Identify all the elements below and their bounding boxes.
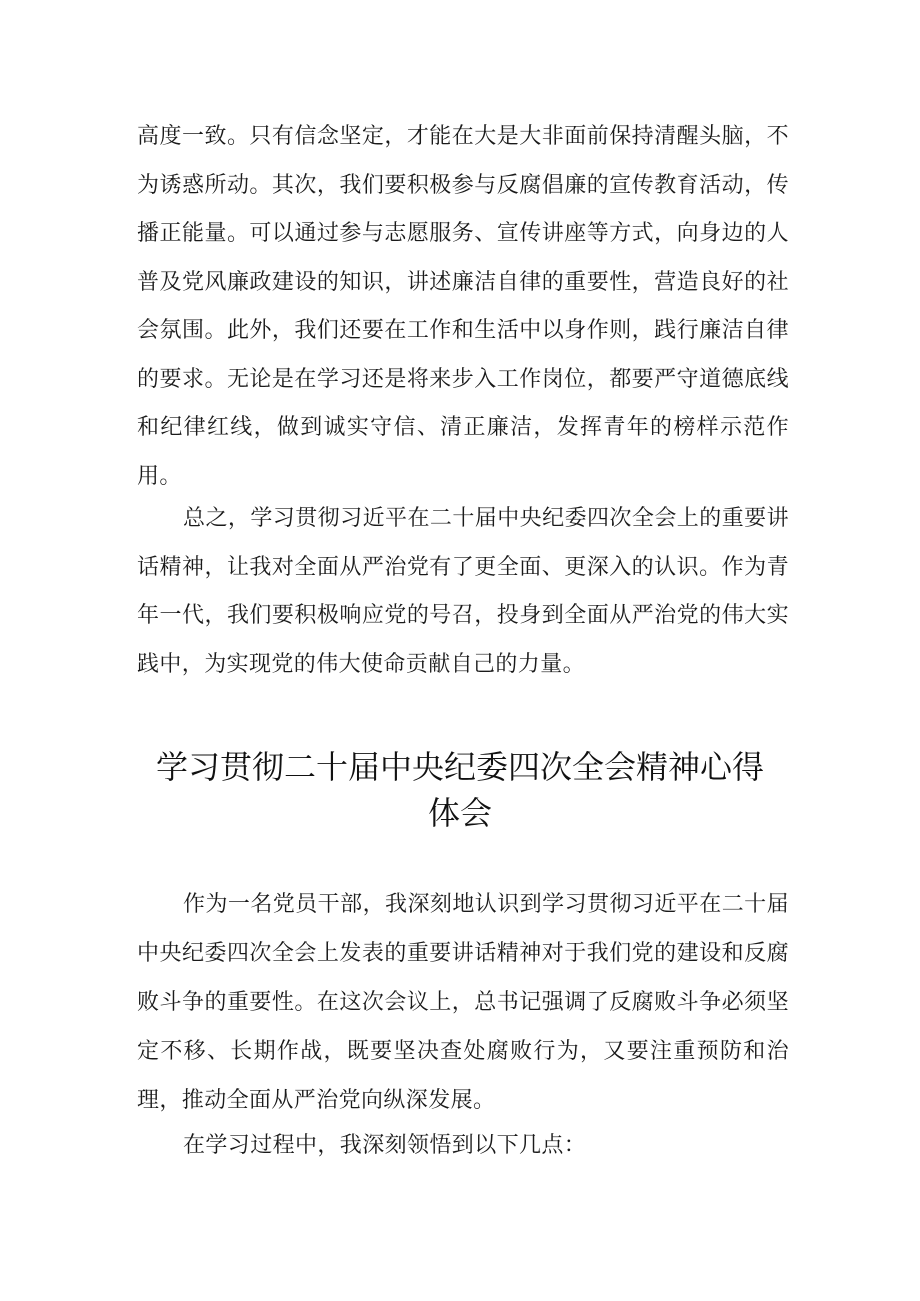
- body-paragraph-conclusion-block: [137, 495, 789, 689]
- body-paragraph: 高度一致。只有信念坚定，才能在大是大非面前保持清醒头脑，不为诱惑所动。其次，我们要积极参与反腐倡廉的宣传教育活动，传播正能量。可以通过参与志愿服务、宣传讲座等方式，向身边的人普及党风廉政建设的知识，讲述廉洁自律的重要性，营造良好的社会氛围。此外，我们还要在工作和生活中以身作则，践行廉洁自律的要求。无论是在学习还是将来步入工作岗位，都要严守道德底线和纪律红线，做到诚实守信、清正廉洁，发挥青年的榜样示范作用。: [137, 124, 789, 489]
- body-paragraph-continuation-block: [137, 113, 789, 501]
- article-title: 学习贯彻二十届中央纪委四次全会精神心得体会: [155, 748, 764, 832]
- body-paragraph: 在学习过程中，我深刻领悟到以下几点：: [183, 1133, 587, 1158]
- body-paragraph: 作为一名党员干部，我深刻地认识到学习贯彻习近平在二十届中央纪委四次全会上发表的重要讲话精神对于我们党的建设和反腐败斗争的重要性。在这次会议上，总书记强调了反腐败斗争必须坚定不移、长期作战，既要坚决查处腐败行为，又要注重预防和治理，推动全面从严治党向纵深发展。: [137, 892, 789, 1113]
- body-paragraph: 总之，学习贯彻习近平在二十届中央纪委四次全会上的重要讲话精神，让我对全面从严治党有了更全面、更深入的认识。作为青年一代，我们要积极响应党的号召，投身到全面从严治党的伟大实践中，为实现党的伟大使命贡献自己的力量。: [137, 506, 789, 677]
- body-paragraph-intro-block: [137, 880, 789, 1125]
- body-paragraph-lead-block: [137, 1121, 789, 1170]
